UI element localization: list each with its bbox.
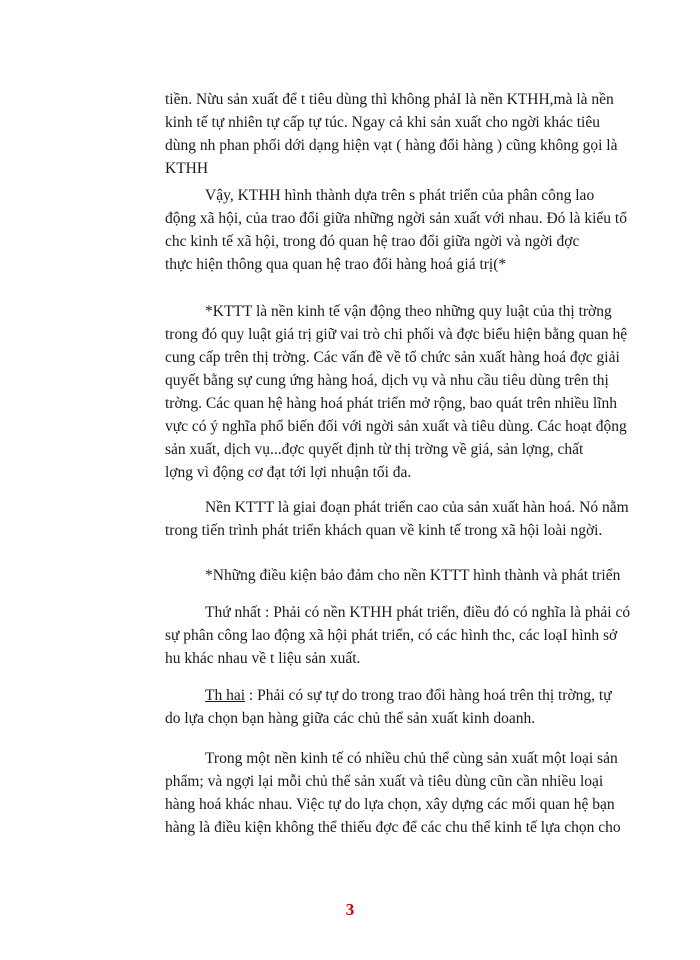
text-line: thực hiện thông qua quan hệ trao đổi hàng hoá giá trị(* xyxy=(165,256,507,273)
text-line: *Những điều kiện bảo đảm cho nền KTTT hình thành và phát triển xyxy=(205,567,621,584)
text-line: trờng. Các quan hệ hàng hoá phát triển mở rộng, bao quát trên nhiều lĩnh xyxy=(165,395,617,412)
text-line: động xã hội, của trao đổi giữa những ngời sản xuất với nhau. Đó là kiểu tổ xyxy=(165,210,627,227)
paragraph-2 xyxy=(165,184,647,276)
text-line: Thứ nhất : Phải có nền KTHH phát triển, điều đó có nghĩa là phải có xyxy=(205,604,631,621)
text-line: vực có ý nghĩa phổ biến đối với ngời sản xuất và tiêu dùng. Các hoạt động xyxy=(165,418,627,435)
paragraph-8 xyxy=(165,747,647,839)
text-line: Trong một nền kinh tế có nhiều chủ thể cùng sản xuất một loại sản xyxy=(205,750,618,767)
text-line: sản xuất, dịch vụ...đợc quyết định từ thị trờng về giá, sản lợng, chất xyxy=(165,441,584,458)
paragraph-5 xyxy=(165,564,647,587)
text-line: trong tiến trình phát triển khách quan về kinh tế trong xã hội loài ngời. xyxy=(165,522,603,539)
text-line: trong đó quy luật giá trị giữ vai trò chi phối và đợc biểu hiện bằng quan hệ xyxy=(165,326,628,343)
text-line: KTHH xyxy=(165,160,209,177)
text-line: cung cấp trên thị trờng. Các vấn đề về tổ chức sản xuất hàng hoá đợc giải xyxy=(165,349,620,366)
text-line: kinh tế tự nhiên tự cấp tự túc. Ngay cả khi sản xuất cho ngời khác tiêu xyxy=(165,114,600,131)
text-line: phẩm; và ngợi lại mỗi chủ thể sản xuất và tiêu dùng cũn cần nhiều loại xyxy=(165,773,604,790)
text-line: tiền. Nừu sản xuất để t tiêu dùng thì không phảI là nền KTHH,mà là nền xyxy=(165,91,614,108)
paragraph-6 xyxy=(165,601,647,670)
text-line: do lựa chọn bạn hàng giữa các chủ thể sản xuất kinh doanh. xyxy=(165,710,536,727)
text-line-rest: : Phải có sự tự do trong trao đổi hàng hoá trên thị trờng, tự xyxy=(245,687,612,704)
paragraph-7 xyxy=(165,684,647,730)
paragraph-3 xyxy=(165,300,647,484)
text-line: *KTTT là nền kinh tế vận động theo những quy luật của thị trờng xyxy=(205,303,612,320)
text-line: hàng là điều kiện không thể thiếu đợc để các chu thể kinh tế lựa chọn cho xyxy=(165,819,621,836)
text-line xyxy=(165,684,647,707)
paragraph-4 xyxy=(165,496,647,542)
page-number: 3 xyxy=(345,900,355,919)
underlined-lead: Th hai xyxy=(205,687,246,704)
text-line: quyết bằng sự cung ứng hàng hoá, dịch vụ và nhu cầu tiêu dùng trên thị xyxy=(165,372,609,389)
text-line: Nền KTTT là giai đoạn phát triển cao của sản xuất hàn hoá. Nó nằm xyxy=(205,499,629,516)
paragraph-1 xyxy=(165,88,647,180)
text-line: dùng nh phan phối dới dạng hiện vạt ( hàng đổi hàng ) cũng không gọi là xyxy=(165,137,618,154)
text-line: Vậy, KTHH hình thành dựa trên s phát triển của phân công lao xyxy=(205,187,595,204)
text-line: lợng vì động cơ đạt tới lợi nhuận tối đa. xyxy=(165,464,412,481)
text-line: chc kinh tế xã hội, trong đó quan hệ trao đổi giữa ngời và ngời đợc xyxy=(165,233,580,250)
text-line: hu khác nhau về t liệu sản xuất. xyxy=(165,650,361,667)
text-line: sự phân công lao động xã hội phát triển, có các hình thc, các loạI hình sở xyxy=(165,627,618,644)
text-line: hàng hoá khác nhau. Việc tự do lựa chọn, xây dựng các mối quan hệ bạn xyxy=(165,796,615,813)
